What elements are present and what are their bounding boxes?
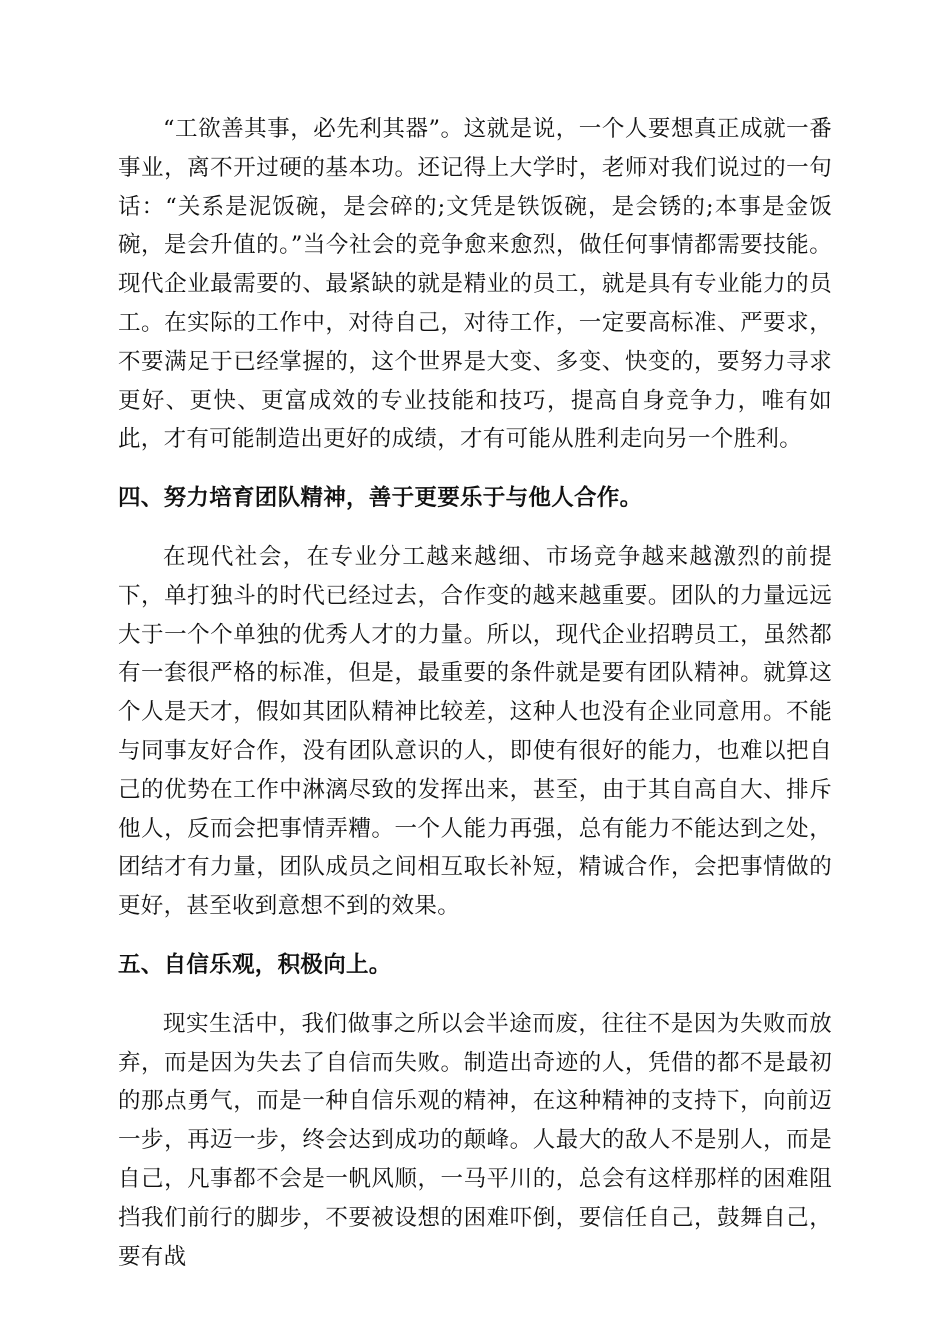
body-paragraph: 现实生活中，我们做事之所以会半途而废，往往不是因为失败而放弃，而是因为失去了自信而失败。制造出奇迹的人，凭借的都不是最初的那点勇气，而是一种自信乐观的精神，在这种精神的支持下，向前迈一步，再迈一步，终会达到成功的颠峰。人最大的敌人不是别人，而是自己，凡事都不会是一帆风顺，一马平川的，总会有这样那样的困难阻挡我们前行的脚步，不要被设想的困难吓倒，要信任自己，鼓舞自己，要有战 [118,1010,832,1270]
section-heading: 四、努力培育团队精神，善于更要乐于与他人合作。 [118,485,643,512]
section-heading: 五、自信乐观，积极向上。 [118,951,392,978]
document-page [118,110,832,1276]
body-paragraph: “工欲善其事，必先利其器”。这就是说，一个人要想真正成就一番事业，离不开过硬的基本功。还记得上大学时，老师对我们说过的一句话：“关系是泥饭碗，是会碎的;文凭是铁饭碗，是会锈的;本事是金饭碗，是会升值的。”当今社会的竞争愈来愈烈，做任何事情都需要技能。现代企业最需要的、最紧缺的就是精业的员工，就是具有专业能力的员工。在实际的工作中，对待自己，对待工作，一定要高标准、严要求，不要满足于已经掌握的，这个世界是大变、多变、快变的，要努力寻求更好、更快、更富成效的专业技能和技巧，提高自身竞争力，唯有如此，才有可能制造出更好的成绩，才有可能从胜利走向另一个胜利。 [118,116,832,453]
body-paragraph: 在现代社会，在专业分工越来越细、市场竞争越来越激烈的前提下，单打独斗的时代已经过去，合作变的越来越重要。团队的力量远远大于一个个单独的优秀人才的力量。所以，现代企业招聘员工，虽然都有一套很严格的标准，但是，最重要的条件就是要有团队精神。就算这个人是天才，假如其团队精神比较差，这种人也没有企业同意用。不能与同事友好合作，没有团队意识的人，即使有很好的能力，也难以把自己的优势在工作中淋漓尽致的发挥出来，甚至，由于其自高自大、排斥他人，反而会把事情弄糟。一个人能力再强，总有能力不能达到之处，团结才有力量，团队成员之间相互取长补短，精诚合作，会把事情做的更好，甚至收到意想不到的效果。 [118,543,832,920]
